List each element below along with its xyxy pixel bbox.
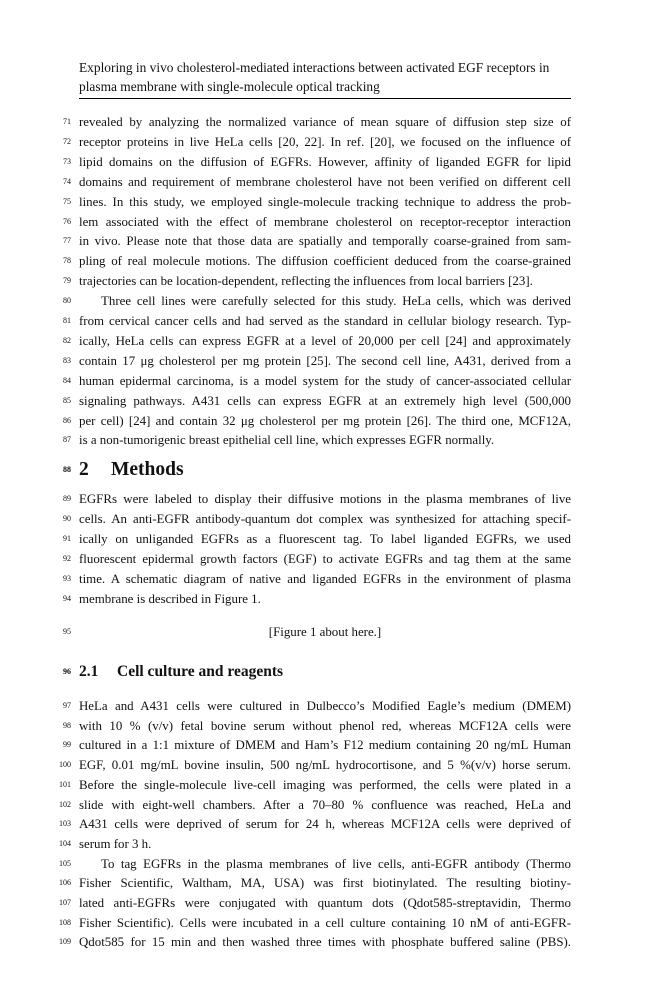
line-number: 81 [63,316,71,325]
line-number: 74 [63,176,71,186]
text-line [63,352,571,370]
text-line [59,796,571,814]
line-number: 73 [63,156,71,166]
line-text: with 10 % (v/v) fetal bovine serum without phenol red, whereas MCF12A cells were [79,718,571,733]
text-line [63,272,571,290]
line-number: 71 [63,117,71,126]
line-text: trajectories can be location-dependent, reflecting the influences from local barriers [23]. [79,274,533,289]
text-line [63,213,571,231]
line-number: 105 [59,858,71,868]
line-text: Before the single-molecule live-cell imaging was performed, the cells were plated in a [79,777,571,792]
text-line [63,717,571,735]
figure-placeholder [63,623,571,641]
line-text: from cervical cancer cells and had served as the standard in cellular biology research. Typ- [79,314,571,328]
line-text: To tag EGFRs in the plasma membranes of live cells, anti-EGFR antibody (Thermo [101,856,571,871]
line-number: 84 [63,375,71,385]
line-text: serum for 3 h. [79,836,152,851]
text-line [63,570,571,588]
line-number: 103 [59,819,71,829]
line-number: 77 [63,236,71,246]
line-text: ically on unliganded EGFRs as a fluorescent tag. To label liganded EGFRs, we used [79,531,571,546]
line-number: 78 [63,256,71,266]
line-number: 98 [63,720,71,730]
line-number: 102 [59,799,71,809]
line-text: human epidermal carcinoma, is a model system for the study of cancer-associated cellular [79,373,571,388]
text-line [63,530,571,548]
line-text: contain 17 μg cholesterol per mg protein [25]. The second cell line, A431, derived from a [79,353,571,368]
line-number: 101 [59,779,71,789]
line-number: 108 [59,917,71,927]
line-number: 106 [59,878,71,888]
subsection-number: 2.1 [79,663,99,680]
text-line [63,113,571,131]
text-line [59,756,571,774]
line-text: fluorescent epidermal growth factors (EGF) to activate EGFRs and tag them at the same [79,551,571,566]
line-text: receptor proteins in live HeLa cells [20, 22]. In ref. [20], we focused on the influence of [79,134,571,149]
line-text: Qdot585 for 15 min and then washed three times with phosphate buffered saline (PBS). [79,935,571,950]
line-number: 100 [59,760,71,770]
text-line [63,736,571,754]
line-text: domains and requirement of membrane cholesterol have not been verified on different cell [79,174,571,189]
line-number: 92 [63,553,71,563]
line-number: 95 [63,627,71,636]
line-text: ically, HeLa cells can express EGFR at a level of 20,000 per cell [24] and approximately [79,333,571,348]
line-number: 94 [63,593,71,603]
line-text: lipid domains on the diffusion of EGFRs. However, affinity of liganded EGFR for lipid [79,154,571,169]
text-line [63,193,571,211]
figure-placeholder-text: [Figure 1 about here.] [268,625,382,639]
line-text: Fisher Scientific). Cells were incubated in a cell culture containing 10 nM of anti-EGFR- [79,915,571,930]
line-text: is a non-tumorigenic breast epithelial cell line, which expresses EGFR normally. [79,433,495,448]
line-text: A431 cells were deprived of serum for 24 h, whereas MCF12A cells were deprived of [79,817,571,832]
line-text: lated anti-EGFRs were conjugated with quantum dots (Qdot585-streptavidin, Thermo [79,896,571,910]
text-line [63,372,571,390]
line-number: 87 [63,435,71,445]
text-line [63,431,571,449]
line-text: EGFRs were labeled to display their diffusive motions in the plasma membranes of live [79,492,571,506]
section-heading-methods [63,458,571,482]
line-text: membrane is described in Figure 1. [79,591,261,606]
line-number: 76 [63,216,71,226]
text-line [59,835,571,853]
line-text: Three cell lines were carefully selected for this study. HeLa cells, which was derived [101,294,571,309]
text-line [63,392,571,410]
text-line [63,510,571,528]
line-text: time. A schematic diagram of native and liganded EGFRs in the environment of plasma [79,571,571,586]
text-line [63,173,571,191]
line-number: 82 [63,335,71,345]
text-line [63,332,571,350]
line-text: in vivo. Please note that those data are spatially and temporally coarse-grained from sam- [79,234,571,249]
line-number: 85 [63,395,71,405]
line-number: 107 [59,898,71,907]
line-number: 91 [63,533,71,543]
line-text: HeLa and A431 cells were cultured in Dulbecco’s Modified Eagle’s medium (DMEM) [79,699,571,713]
text-line [63,232,571,250]
line-text: revealed by analyzing the normalized variance of mean square of diffusion step size of [79,115,571,129]
line-number: 79 [63,276,71,286]
line-number: 72 [63,136,71,146]
text-line [63,590,571,608]
line-number: 89 [63,494,71,503]
line-number: 104 [59,838,71,848]
text-line [63,697,571,715]
line-number: 86 [63,415,71,425]
line-number: 83 [63,355,71,365]
line-text: Fisher Scientific, Waltham, MA, USA) was first biotinylated. The resulting biotiny- [79,876,571,891]
text-line [63,153,571,171]
text-line [59,894,571,912]
text-line [63,292,571,310]
section-title: Methods [111,459,184,480]
line-number: 80 [63,296,71,306]
subsection-heading-cell-culture [63,661,571,683]
line-number: 75 [63,196,71,206]
text-line [59,914,571,932]
line-number: 90 [63,513,71,523]
line-number: 93 [63,573,71,583]
line-number: 99 [63,740,71,750]
line-text: cultured in a 1:1 mixture of DMEM and Ham’s F12 medium containing 20 ng/mL Human [79,738,571,753]
line-text: pling of real molecule motions. The diffusion coefficient deduced from the coarse-grained [79,254,571,269]
line-text: per cell) [24] and contain 32 μg cholesterol per mg protein [26]. The third one, MCF12A, [79,413,571,428]
line-text: signaling pathways. A431 cells can express EGFR at an extremely high level (500,000 [79,393,571,408]
line-text: lem associated with the effect of membrane cholesterol on receptor-receptor interaction [79,214,571,229]
text-line [59,874,571,892]
line-text: lines. In this study, we employed single-molecule tracking technique to address the prob- [79,194,571,209]
text-line [63,490,571,508]
running-head: Exploring in vivo cholesterol-mediated interactions between activated EGF receptors in plasma membrane with single-molecule optical tracking [79,58,571,99]
line-number: 88 [63,465,71,474]
text-line [63,412,571,430]
line-number: 97 [63,701,71,710]
section-number: 2 [79,459,89,480]
text-line [59,815,571,833]
text-line [59,776,571,794]
text-line [59,933,571,951]
subsection-title: Cell culture and reagents [117,663,284,680]
text-line [63,550,571,568]
text-line [63,252,571,270]
text-line [63,312,571,330]
line-number: 109 [59,937,71,947]
text-line [59,855,571,873]
line-number: 96 [63,667,71,676]
line-text: slide with eight-well chambers. After a 70–80 % confluence was reached, HeLa and [79,797,571,812]
line-text: EGF, 0.01 mg/mL bovine insulin, 500 ng/mL hydrocortisone, and 5 %(v/v) horse serum. [79,758,571,773]
line-text: cells. An anti-EGFR antibody-quantum dot complex was synthesized for attaching specif- [79,511,571,526]
text-line [63,133,571,151]
